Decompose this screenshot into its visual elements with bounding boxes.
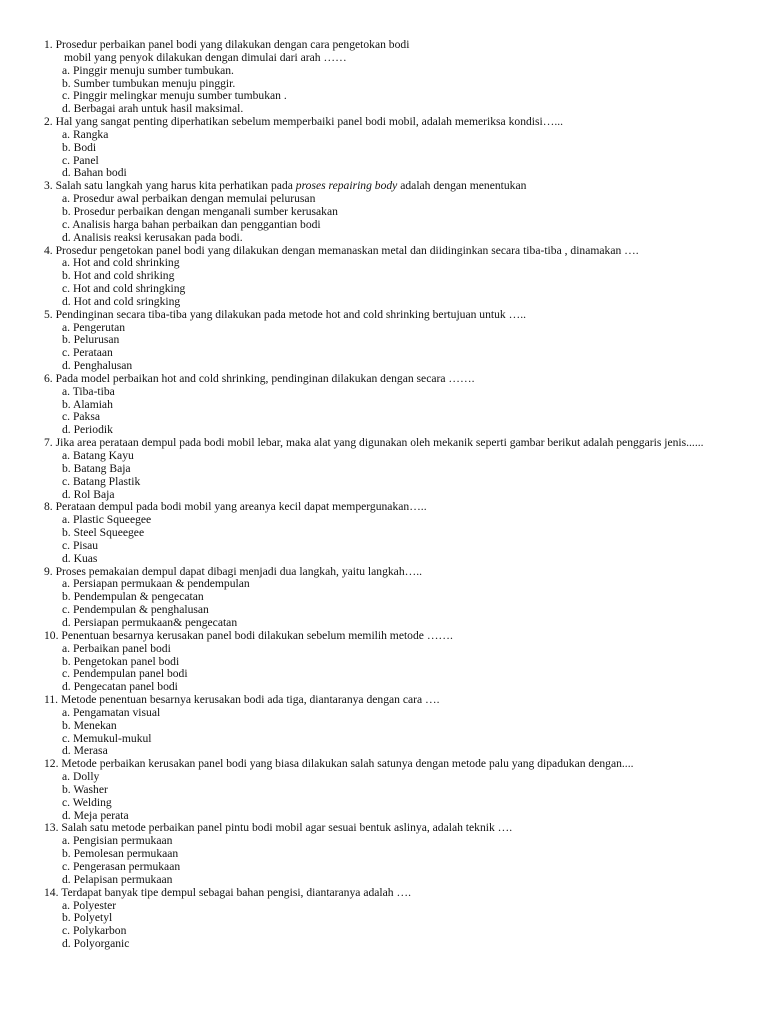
- question-text-continued: mobil yang penyok dilakukan dengan dimulai dari arah ……: [64, 50, 347, 64]
- question-number: 1.: [44, 38, 53, 51]
- question-4: [0, 245, 768, 309]
- question-text: Salah satu langkah yang harus kita perhatikan pada: [55, 179, 296, 193]
- question-stem: [0, 39, 768, 65]
- question-stem: [0, 309, 768, 322]
- question-number: 3.: [44, 179, 53, 193]
- question-text: Terdapat banyak tipe dempul sebagai bahan pengisi, diantaranya adalah ….: [61, 885, 411, 899]
- option-b: b. Washer: [62, 782, 108, 796]
- option-b: b. Sumber tumbukan menuju pinggir.: [62, 76, 236, 90]
- option-d: d. Rol Baja: [62, 487, 115, 501]
- option-d: d. Hot and cold sringking: [62, 294, 181, 308]
- question-text: Pada model perbaikan hot and cold shrinking, pendinginan dilakukan dengan secara …….: [55, 371, 475, 385]
- question-5: [0, 309, 768, 373]
- option-b: b. Prosedur perbaikan dengan menganali sumber kerusakan: [62, 204, 338, 218]
- question-11: [0, 694, 768, 758]
- option-c: c. Perataan: [62, 346, 113, 360]
- option-a: a. Pengisian permukaan: [62, 834, 173, 848]
- option-d: d. Merasa: [62, 744, 108, 758]
- option-b: b. Batang Baja: [62, 461, 131, 475]
- option-a: a. Hot and cold shrinking: [62, 256, 180, 270]
- option-d: d. Bahan bodi: [62, 166, 127, 180]
- option-a: a. Perbaikan panel bodi: [62, 641, 171, 655]
- option-a: a. Pinggir menuju sumber tumbukan.: [62, 63, 234, 77]
- question-8: [0, 501, 768, 565]
- question-text: Hal yang sangat penting diperhatikan sebelum memperbaiki panel bodi mobil, adalah memeriksa kondisi…...: [55, 115, 564, 129]
- question-number: 8.: [44, 500, 53, 514]
- question-text-italic: proses repairing body: [295, 179, 398, 193]
- option-c: c. Paksa: [62, 410, 100, 424]
- option-d: d. Kuas: [62, 551, 98, 565]
- question-number: 14.: [44, 885, 59, 899]
- option-c: c. Pendempulan panel bodi: [62, 667, 188, 681]
- question-3: [0, 180, 768, 244]
- option-b: b. Hot and cold shriking: [62, 269, 175, 283]
- question-number: 10.: [44, 628, 59, 642]
- question-text-end: adalah dengan menentukan: [397, 179, 527, 193]
- question-9: [0, 566, 768, 630]
- question-number: 4.: [44, 243, 53, 257]
- option-c: c. Polykarbon: [62, 924, 127, 938]
- question-number: 11.: [44, 693, 59, 707]
- option-c: c. Pendempulan & penghalusan: [62, 603, 209, 617]
- option-a: a. Plastic Squeegee: [62, 513, 152, 527]
- option-b: b. Pelurusan: [62, 333, 120, 347]
- question-number: 5.: [44, 307, 53, 321]
- question-text: Jika area perataan dempul pada bodi mobil lebar, maka alat yang digunakan oleh mekanik seperti gambar berikut adalah penggaris jenis......: [55, 436, 704, 450]
- option-b: b. Pengetokan panel bodi: [62, 654, 180, 668]
- option-d: d. Analisis reaksi kerusakan pada bodi.: [62, 230, 243, 244]
- question-text: Prosedur perbaikan panel bodi yang dilakukan dengan cara pengetokan bodi: [55, 38, 410, 51]
- option-a: a. Batang Kayu: [62, 449, 134, 462]
- option-c: c. Batang Plastik: [62, 474, 141, 488]
- question-text: Penentuan besarnya kerusakan panel bodi dilakukan sebelum memilih metode …….: [61, 628, 453, 642]
- option-a: a. Polyester: [62, 898, 117, 912]
- question-7: [0, 437, 768, 501]
- question-1: [0, 0, 768, 116]
- question-text: Pendinginan secara tiba-tiba yang dilakukan pada metode hot and cold shrinking bertujuan untuk …..: [55, 307, 526, 321]
- question-stem: [0, 758, 768, 771]
- question-number: 2.: [44, 115, 53, 129]
- option-a: a. Pengamatan visual: [62, 705, 161, 719]
- question-stem: [0, 694, 768, 707]
- question-number: 9.: [44, 564, 53, 578]
- question-stem: [0, 887, 768, 900]
- question-text: Metode perbaikan kerusakan panel bodi yang biasa dilakukan salah satunya dengan metode palu yang dipadukan dengan....: [61, 757, 634, 771]
- option-a: a. Tiba-tiba: [62, 384, 115, 398]
- question-10: [0, 630, 768, 694]
- option-a: a. Pengerutan: [62, 320, 126, 334]
- question-text: Metode penentuan besarnya kerusakan bodi ada tiga, diantaranya dengan cara ….: [60, 693, 440, 707]
- question-text: Salah satu metode perbaikan panel pintu bodi mobil agar sesuai bentuk aslinya, adalah teknik ….: [61, 821, 513, 835]
- question-stem: [0, 373, 768, 386]
- question-text: Perataan dempul pada bodi mobil yang areanya kecil dapat mempergunakan…..: [55, 500, 427, 514]
- option-d: d. Persiapan permukaan& pengecatan: [62, 615, 238, 629]
- option-c: c. Analisis harga bahan perbaikan dan penggantian bodi: [62, 217, 321, 231]
- option-b: b. Pendempulan & pengecatan: [62, 590, 204, 604]
- question-text: Prosedur pengetokan panel bodi yang dilakukan dengan memanaskan metal dan diidinginkan secara tiba-tiba , dinamakan ….: [55, 243, 639, 257]
- option-d: d. Periodik: [62, 423, 113, 437]
- question-2: [0, 116, 768, 180]
- option-a: a. Persiapan permukaan & pendempulan: [62, 577, 250, 591]
- question-number: 7.: [44, 436, 53, 450]
- option-c: c. Hot and cold shringking: [62, 282, 186, 296]
- question-number: 6.: [44, 371, 53, 385]
- option-c: c. Panel: [62, 153, 99, 167]
- option-a: a. Prosedur awal perbaikan dengan memulai pelurusan: [62, 192, 316, 206]
- option-d: d. Polyorganic: [62, 937, 130, 951]
- option-d: d. Berbagai arah untuk hasil maksimal.: [62, 102, 244, 116]
- option-d: d. Penghalusan: [62, 359, 133, 373]
- option-a: a. Dolly: [62, 770, 100, 784]
- question-stem: [0, 630, 768, 643]
- option-c: c. Memukul-mukul: [62, 731, 152, 745]
- option-b: b. Pemolesan permukaan: [62, 847, 179, 861]
- option-d: d. Meja perata: [62, 808, 129, 822]
- question-number: 12.: [44, 757, 59, 771]
- option-b: b. Polyetyl: [62, 911, 113, 925]
- option-c: c. Pengerasan permukaan: [62, 860, 181, 873]
- option-b: b. Bodi: [62, 140, 97, 154]
- question-12: [0, 758, 768, 822]
- option-c: c. Pinggir melingkar menuju sumber tumbukan .: [62, 89, 287, 103]
- question-13: [0, 822, 768, 886]
- question-14: [0, 887, 768, 951]
- option-b: b. Steel Squeegee: [62, 526, 145, 540]
- option-c: c. Welding: [62, 795, 112, 809]
- option-a: a. Rangka: [62, 127, 109, 141]
- question-number: 13.: [44, 821, 59, 835]
- question-stem: [0, 116, 768, 129]
- question-text: Proses pemakaian dempul dapat dibagi menjadi dua langkah, yaitu langkah…..: [55, 564, 423, 578]
- option-d: d. Pelapisan permukaan: [62, 872, 173, 886]
- option-d: d. Pengecatan panel bodi: [62, 680, 178, 694]
- option-b: b. Alamiah: [62, 397, 113, 411]
- question-6: [0, 373, 768, 437]
- option-c: c. Pisau: [62, 538, 99, 552]
- option-b: b. Menekan: [62, 718, 117, 732]
